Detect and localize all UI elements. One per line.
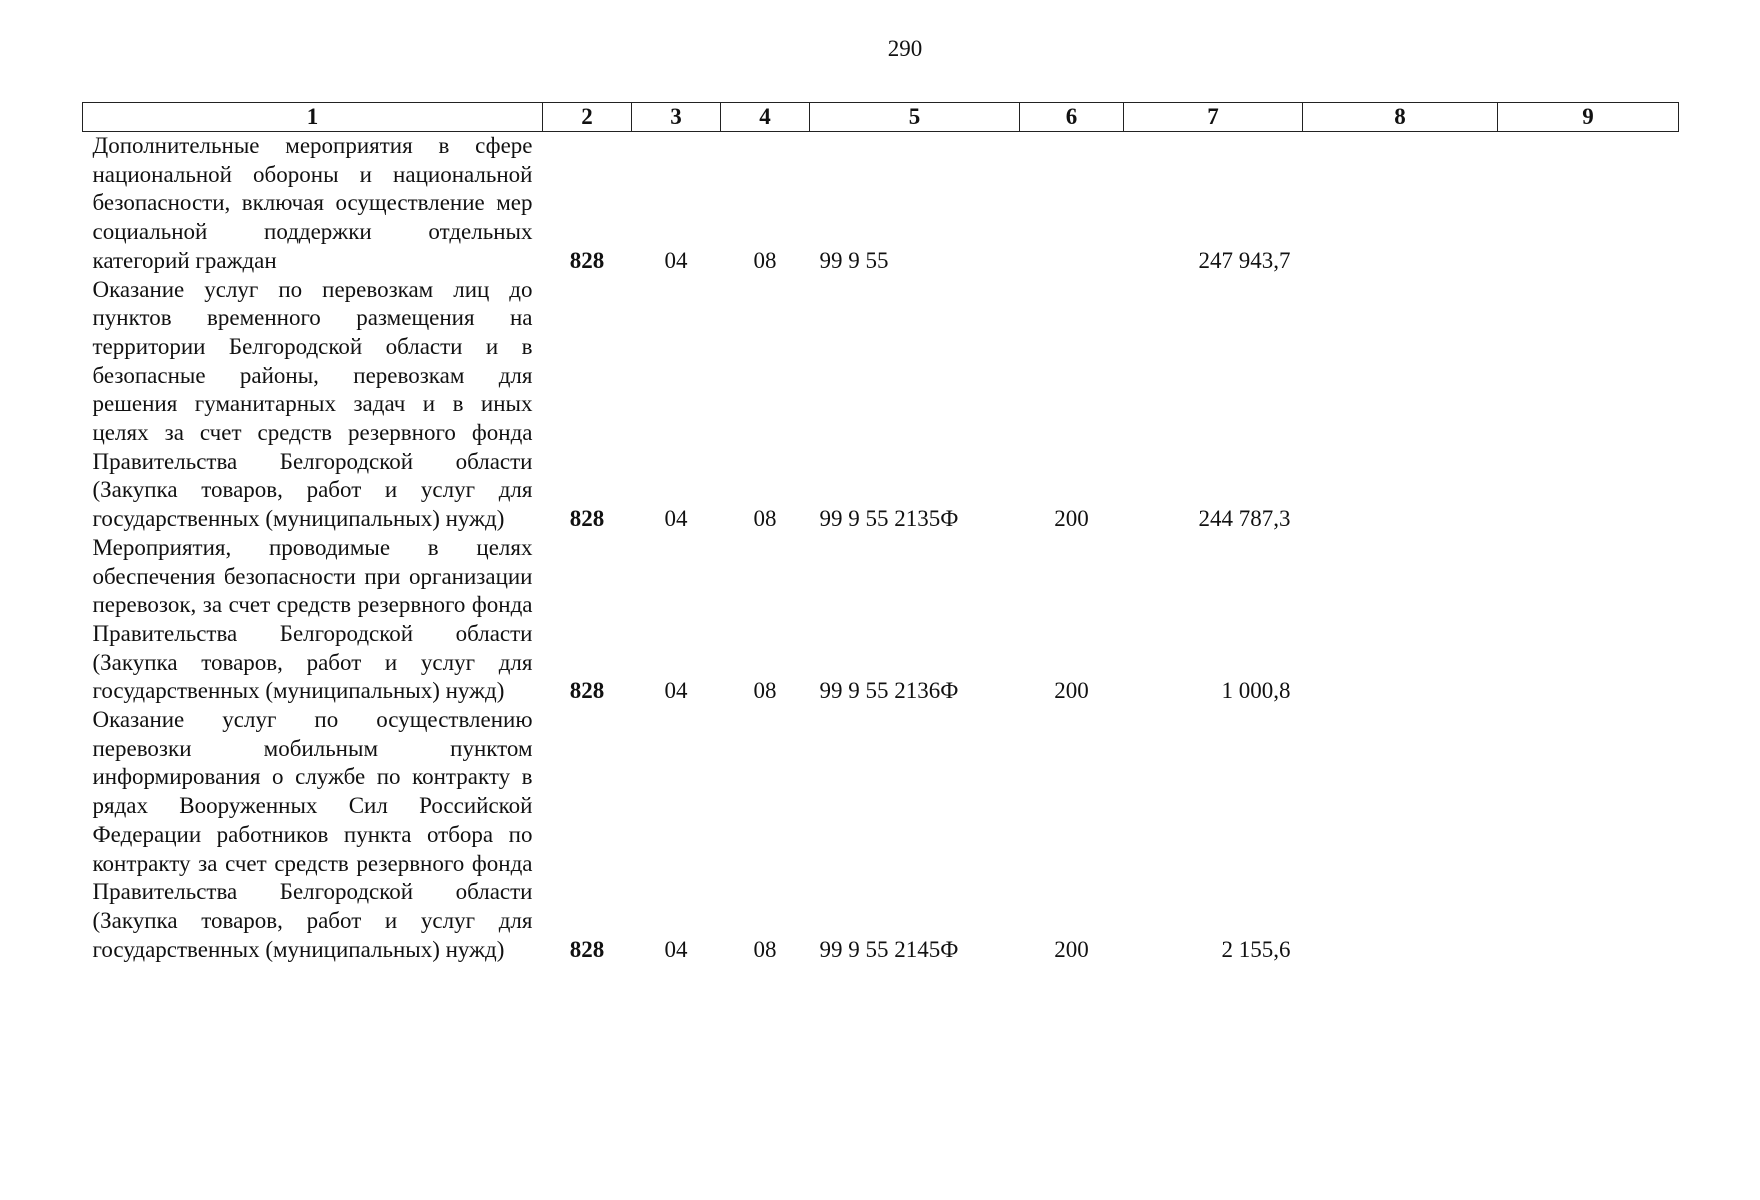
row-section: 04: [664, 506, 688, 532]
row-admin-code: 828: [569, 247, 605, 273]
table-row: [83, 276, 1679, 534]
table-row: [83, 534, 1679, 706]
row-admin-code: 828: [569, 936, 605, 962]
row-target-article: 99 9 55 2135Ф: [819, 506, 959, 532]
row-col8: [1303, 132, 1498, 276]
row-subsection: 08: [753, 936, 777, 962]
row-col9: [1498, 276, 1679, 534]
row-section: 04: [664, 936, 688, 962]
row-admin-code: 828: [569, 678, 605, 704]
header-col-3: 3: [632, 103, 721, 132]
header-col-9: 9: [1498, 103, 1679, 132]
header-col-1: 1: [83, 103, 543, 132]
row-name: Мероприятия, проводимые в целях обеспечения безопасности при организации перевозок, за счет средств резервного фонда Правительства Белгородской области (Закупка товаров, работ и услуг для государственных (муниципальных) нужд): [92, 534, 533, 704]
row-admin-code: 828: [569, 506, 605, 532]
page-number: 290: [887, 36, 923, 61]
row-col9: [1498, 132, 1679, 276]
row-name: Оказание услуг по осуществлению перевозки мобильным пунктом информирования о службе по контракту в рядах Вооруженных Сил Российской Федерации работников пункта отбора по контракту за счет средств резервного фонда Правительства Белгородской области (Закупка товаров, работ и услуг для государственных (муниципальных) нужд): [92, 707, 533, 962]
table-row: [83, 706, 1679, 964]
header-row: [83, 103, 1679, 132]
row-section: 04: [664, 247, 688, 273]
row-expense-type: 200: [1054, 506, 1089, 532]
row-subsection: 08: [753, 678, 777, 704]
table-row: [83, 132, 1679, 276]
header-col-6: 6: [1020, 103, 1124, 132]
row-col8: [1303, 706, 1498, 964]
row-target-article: 99 9 55: [819, 247, 889, 273]
row-expense-type: [1020, 132, 1124, 276]
row-target-article: 99 9 55 2136Ф: [819, 678, 959, 704]
header-col-7: 7: [1124, 103, 1303, 132]
row-target-article: 99 9 55 2145Ф: [819, 936, 959, 962]
row-amount: 2 155,6: [1221, 936, 1291, 962]
table-header: [83, 103, 1679, 132]
row-section: 04: [664, 678, 688, 704]
row-col8: [1303, 276, 1498, 534]
header-col-4: 4: [721, 103, 810, 132]
row-col8: [1303, 534, 1498, 706]
row-amount: 244 787,3: [1198, 506, 1291, 532]
row-amount: 247 943,7: [1198, 247, 1291, 273]
row-subsection: 08: [753, 506, 777, 532]
row-amount: 1 000,8: [1221, 678, 1291, 704]
header-col-2: 2: [543, 103, 632, 132]
row-name: Оказание услуг по перевозкам лиц до пунктов временного размещения на территории Белгородской области и в безопасные районы, перевозкам для решения гуманитарных задач и в иных целях за счет средств резервного фонда Правительства Белгородской области (Закупка товаров, работ и услуг для государственных (муниципальных) нужд): [92, 276, 533, 532]
row-expense-type: 200: [1054, 678, 1089, 704]
row-expense-type: 200: [1054, 936, 1089, 962]
row-subsection: 08: [753, 247, 777, 273]
header-col-8: 8: [1303, 103, 1498, 132]
header-col-5: 5: [810, 103, 1020, 132]
row-col9: [1498, 706, 1679, 964]
row-name: Дополнительные мероприятия в сфере национальной обороны и национальной безопасности, включая осуществление мер социальной поддержки отдельных категорий граждан: [92, 133, 533, 273]
row-col9: [1498, 534, 1679, 706]
budget-table: [82, 102, 1679, 964]
